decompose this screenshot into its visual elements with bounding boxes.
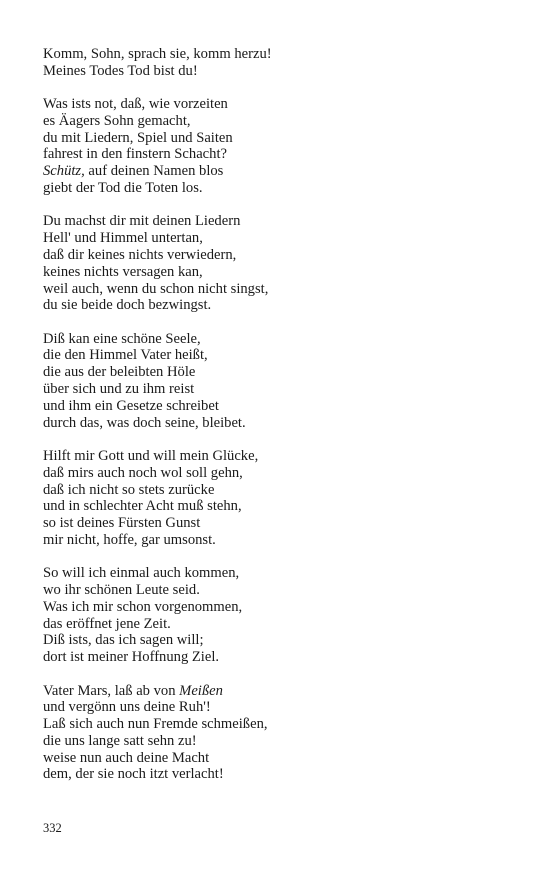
verse-line: wo ihr schönen Leute seid. <box>43 582 200 599</box>
verse-line: durch das, was doch seine, bleibet. <box>43 414 246 431</box>
verse-line: und ihm ein Gesetze schreibet <box>43 397 219 414</box>
verse-line: die uns lange satt sehn zu! <box>43 732 197 749</box>
verse-line: Diß kan eine schöne Seele, <box>43 330 201 347</box>
verse-line: Laß sich auch nun Fremde schmeißen, <box>43 716 268 733</box>
verse-line: Was ists not, daß, wie vorzeiten <box>43 96 228 113</box>
verse-line: keines nichts versagen kan, <box>43 263 203 280</box>
verse-line: Diß ists, das ich sagen will; <box>43 632 204 649</box>
verse-line: über sich und zu ihm reist <box>43 381 195 398</box>
verse-line: so ist deines Fürsten Gunst <box>43 515 201 532</box>
verse-line: daß dir keines nichts verwiedern, <box>43 246 237 263</box>
page-number: 332 <box>43 821 62 835</box>
verse-line: dem, der sie noch itzt verlacht! <box>43 766 224 783</box>
verse-line: du mit Liedern, Spiel und Saiten <box>43 129 233 146</box>
stanza-6 <box>43 565 523 666</box>
verse-line: Vater Mars, laß ab von Meißen <box>43 682 223 699</box>
stanza-1 <box>43 46 523 80</box>
verse-line: weise nun auch deine Macht <box>43 749 210 766</box>
verse-line: die aus der beleibten Höle <box>43 364 196 381</box>
stanza-4 <box>43 331 523 432</box>
verse-line: Meines Todes Tod bist du! <box>43 62 198 79</box>
verse-line: daß ich nicht so stets zurücke <box>43 481 215 498</box>
verse-line: Schütz, auf deinen Namen blos <box>43 163 224 180</box>
verse-line: es Äagers Sohn gemacht, <box>43 112 191 129</box>
verse-line: und in schlechter Acht muß stehn, <box>43 498 242 515</box>
verse-line: daß mirs auch noch wol soll gehn, <box>43 464 243 481</box>
verse-line: weil auch, wenn du schon nicht singst, <box>43 280 269 297</box>
verse-line: Du machst dir mit deinen Liedern <box>43 213 241 230</box>
italic-emphasis: Schütz, <box>43 163 85 180</box>
verse-line: und vergönn uns deine Ruh'! <box>43 699 211 716</box>
verse-line: das eröffnet jene Zeit. <box>43 615 171 632</box>
verse-line: Hilft mir Gott und will mein Glücke, <box>43 447 259 464</box>
verse-line: Hell' und Himmel untertan, <box>43 230 203 247</box>
verse-line: So will ich einmal auch kommen, <box>43 565 240 582</box>
poem-body <box>43 46 523 800</box>
verse-line: Komm, Sohn, sprach sie, komm herzu! <box>43 46 272 62</box>
stanza-7 <box>43 683 523 784</box>
stanza-2 <box>43 96 523 197</box>
stanza-3 <box>43 213 523 314</box>
verse-line: die den Himmel Vater heißt, <box>43 347 208 364</box>
verse-line: dort ist meiner Hoffnung Ziel. <box>43 649 220 666</box>
stanza-5 <box>43 448 523 549</box>
italic-emphasis: Meißen <box>179 682 223 699</box>
verse-line: mir nicht, hoffe, gar umsonst. <box>43 531 216 548</box>
verse-line: du sie beide doch bezwingst. <box>43 297 212 314</box>
verse-line: Was ich mir schon vorgenommen, <box>43 598 243 615</box>
verse-line: fahrest in den finstern Schacht? <box>43 146 227 163</box>
verse-line: giebt der Tod die Toten los. <box>43 180 203 197</box>
